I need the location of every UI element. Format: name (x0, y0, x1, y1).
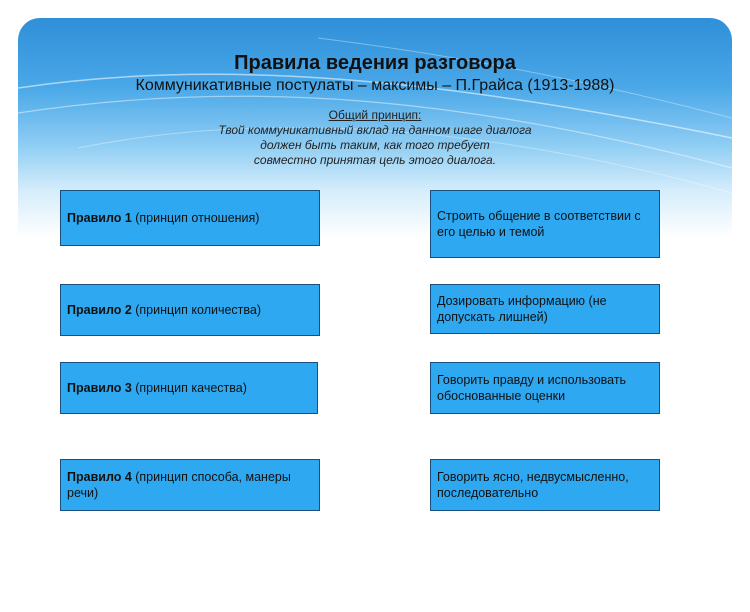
rule-3-action: Говорить правду и использовать обоснованные оценки (437, 373, 627, 403)
slide-title: Правила ведения разговора (234, 52, 516, 74)
rule-2-action: Дозировать информацию (не допускать лишней) (437, 294, 607, 324)
rule-2-action-box (430, 284, 660, 334)
slide-subtitle: Коммуникативные постулаты – максимы – П.Грайса (1913-1988) (135, 77, 615, 94)
rule-2-box (60, 284, 320, 336)
rule-1-box (60, 190, 320, 246)
rule-3-name: Правило 3 (67, 381, 132, 395)
rule-1-label (67, 210, 259, 226)
rule-4-action: Говорить ясно, недвусмысленно, последовательно (437, 470, 629, 500)
rule-1-action-box (430, 190, 660, 258)
principle-line: совместно принятая цель этого диалога. (253, 153, 497, 167)
rule-2-label (67, 302, 261, 318)
rule-2-name: Правило 2 (67, 303, 132, 317)
rule-4-desc: (принцип способа, манеры речи) (67, 470, 291, 500)
rule-3-action-box (430, 362, 660, 414)
rule-2-desc: (принцип количества) (131, 303, 262, 317)
general-principle (0, 108, 750, 168)
rule-1-name: Правило 1 (67, 211, 132, 225)
rule-3-box (60, 362, 318, 414)
rule-4-box (60, 459, 320, 511)
rule-3-desc: (принцип качества) (131, 381, 247, 395)
rule-4-name: Правило 4 (67, 470, 132, 484)
principle-line: должен быть таким, как того требует (260, 138, 490, 152)
rule-4-label (67, 469, 313, 501)
rule-1-desc: (принцип отношения) (131, 211, 260, 225)
rule-3-label (67, 380, 247, 396)
principle-line: Твой коммуникативный вклад на данном шаге диалога (218, 123, 532, 137)
principle-heading: Общий принцип: (328, 108, 422, 122)
rule-1-action: Строить общение в соответствии с его целью и темой (437, 209, 641, 239)
rule-4-action-box (430, 459, 660, 511)
